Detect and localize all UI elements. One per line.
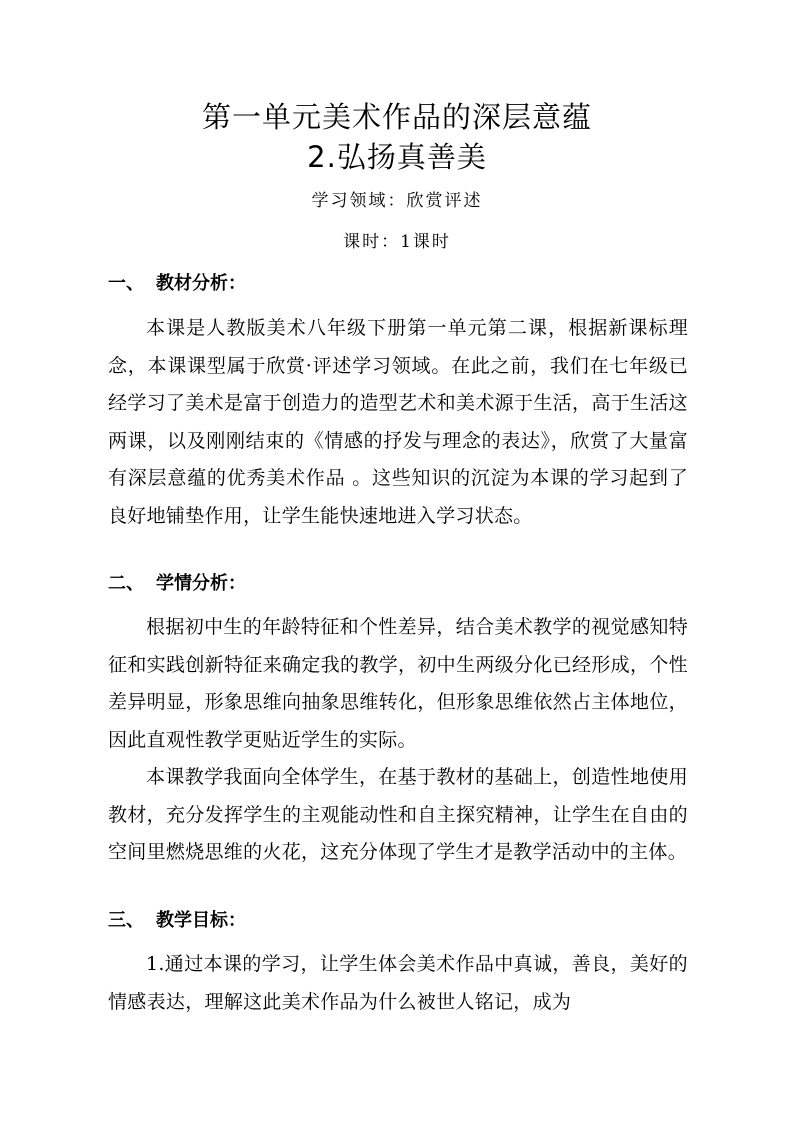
section-number: 二、 xyxy=(108,573,144,594)
document-title: 第一单元美术作品的深层意蕴 xyxy=(201,100,592,134)
section-number: 一、 xyxy=(108,273,144,294)
learning-domain-line: 学习领域：欣赏评述 xyxy=(311,191,483,211)
document-subtitle: 2.弘扬真善美 xyxy=(307,140,487,174)
section-heading-text: 教材分析： xyxy=(156,273,246,294)
paragraph-teaching-goal-1: 1.通过本课的学习，让学生体会美术作品中真诚，善良，美好的情感表达，理解这此美术作品为什么被世人铭记，成为 xyxy=(108,953,688,1013)
paragraph-student-analysis-1: 根据初中生的年龄特征和个性差异，结合美术教学的视觉感知特征和实践创新特征来确定我的教学，初中生两级分化已经形成，个性差异明显，形象思维向抽象思维转化，但形象思维依然占主体地位，因此直观性教学更贴近学生的实际。 xyxy=(108,616,688,751)
paragraph-student-analysis-2: 本课教学我面向全体学生，在基于教材的基础上，创造性地使用教材，充分发挥学生的主观能动性和自主探究精神，让学生在自由的空间里燃烧思维的火花，这充分体现了学生才是教学活动中的主体。 xyxy=(108,766,688,863)
section-heading-text: 学情分析： xyxy=(156,573,246,594)
section-heading-text: 教学目标： xyxy=(156,910,246,931)
section-heading-student-analysis xyxy=(108,571,688,597)
class-hours-line: 课时：1课时 xyxy=(343,232,451,252)
paragraph-textbook-analysis: 本课是人教版美术八年级下册第一单元第二课，根据新课标理念，本课课型属于欣赏·评述学习领域。在此之前，我们在七年级已经学习了美术是富于创造力的造型艺术和美术源于生活，高于生活这两课，以及刚刚结束的《情感的抒发与理念的表达》，欣赏了大量富有深层意蕴的优秀美术作品 。这些知识的沉淀为本课的学习起到了良好地铺垫作用，让学生能快速地进入学习状态。 xyxy=(108,317,688,527)
section-number: 三、 xyxy=(108,910,144,931)
section-heading-textbook-analysis xyxy=(108,271,688,297)
section-heading-teaching-goals xyxy=(108,908,688,934)
